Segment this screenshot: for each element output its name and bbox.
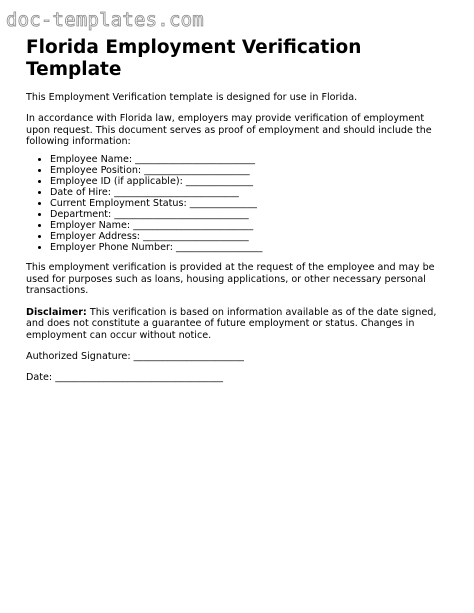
disclaimer-label: Disclaimer: xyxy=(26,306,87,318)
field-employer-phone: • Employer Phone Number: __________________ xyxy=(50,242,451,253)
date-line: Date: ___________________________________ xyxy=(26,372,224,384)
field-employer-name: • Employer Name: _________________________ xyxy=(50,220,451,231)
field-employee-position: • Employee Position: ______________________ xyxy=(50,165,451,176)
field-date-of-hire: • Date of Hire: __________________________ xyxy=(50,187,451,198)
signature-line: Authorized Signature: _______________________ xyxy=(26,350,244,362)
field-employment-status: • Current Employment Status: ______________ xyxy=(50,198,451,209)
document-body xyxy=(26,37,451,384)
disclaimer-text: This verification is based on information available as of the date signed, and does not constitute a guarantee of future employment or status. Changes in employment can occur without notice. xyxy=(26,306,437,341)
page-title: Florida Employment Verification Template xyxy=(26,37,362,80)
site-watermark: doc-templates.com xyxy=(6,9,204,31)
verification-fields-list xyxy=(26,154,451,254)
field-employer-address: • Employer Address: ______________________ xyxy=(50,231,451,242)
purpose-paragraph: This employment verification is provided at the request of the employee and may be used for purposes such as loans, housing applications, or other necessary personal transactions. xyxy=(26,262,435,297)
accordance-paragraph: In accordance with Florida law, employers may provide verification of employment upon request. This document serves as proof of employment and should include the following information: xyxy=(26,113,432,148)
field-employee-name: • Employee Name: _________________________ xyxy=(50,154,451,165)
disclaimer-paragraph xyxy=(26,307,451,341)
intro-paragraph: This Employment Verification template is designed for use in Florida. xyxy=(26,92,358,103)
field-employee-id: • Employee ID (if applicable): ______________ xyxy=(50,176,451,187)
field-department: • Department: ____________________________ xyxy=(50,209,451,220)
